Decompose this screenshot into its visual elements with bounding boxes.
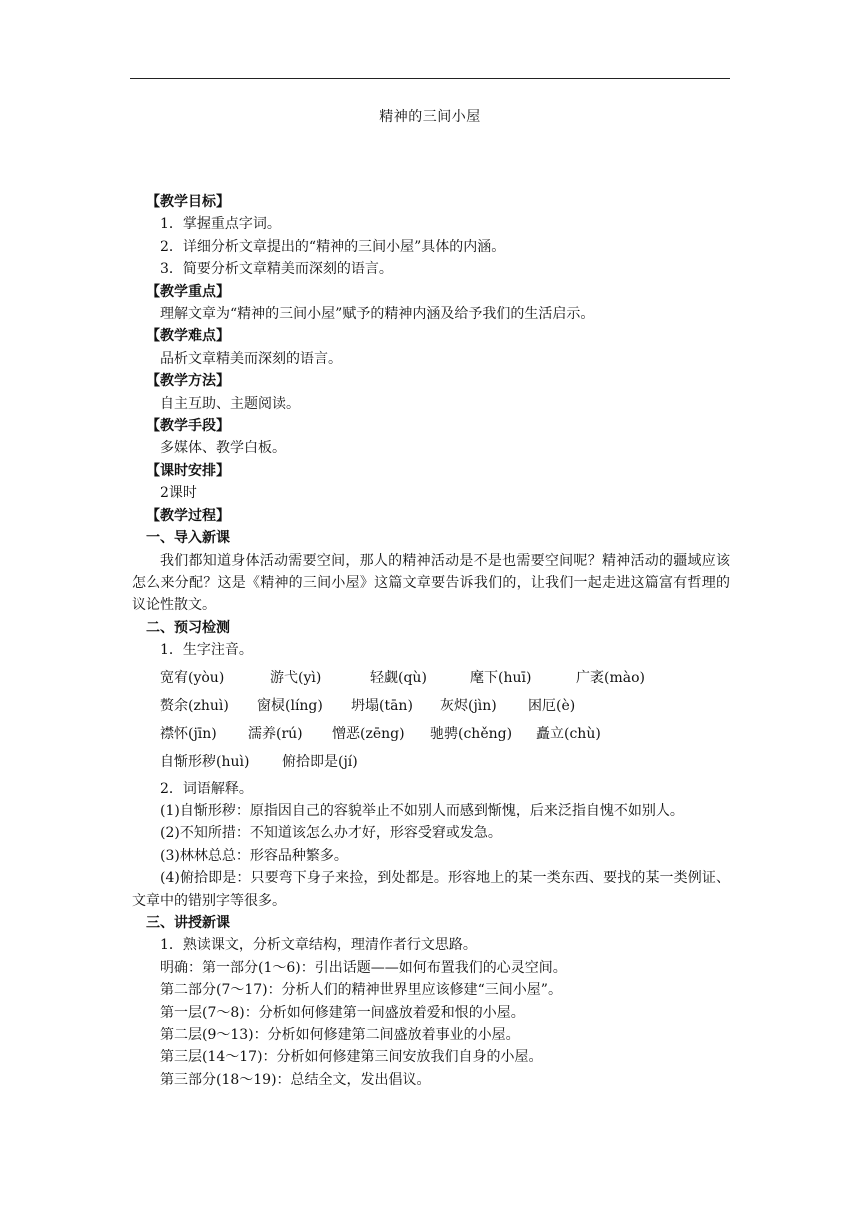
method-heading: 【教学方法】	[146, 373, 230, 390]
goal-item: 1．掌握重点字词。	[160, 216, 281, 233]
pinyin-row	[160, 692, 730, 720]
pinyin-entry: 襟怀(jīn)	[160, 725, 217, 742]
key-heading: 【教学重点】	[146, 283, 230, 300]
pinyin-entry: 濡养(rú)	[248, 725, 303, 742]
means-heading: 【教学手段】	[146, 418, 230, 435]
pinyin-row	[160, 664, 730, 692]
pinyin-entry: 困厄(è)	[528, 697, 576, 714]
structure-subheading: 1．熟读课文，分析文章结构，理清作者行文思路。	[160, 937, 477, 954]
pinyin-entry: 轻觑(qù)	[370, 669, 427, 686]
difficulty-heading: 【教学难点】	[146, 328, 230, 345]
key-text: 理解文章为“精神的三间小屋”赋予的精神内涵及给予我们的生活启示。	[160, 306, 595, 323]
pinyin-entry: 游弋(yì)	[270, 669, 322, 686]
pinyin-entry: 俯拾即是(jí)	[282, 753, 358, 770]
pinyin-entry: 窗棂(líng)	[257, 697, 323, 714]
definition-item: (2)不知所措：不知道该怎么办才好，形容受窘或发急。	[160, 825, 502, 842]
definition-item: (4)俯拾即是：只要弯下身子来捡，到处都是。形容地上的某一类东西、要找的某一类例证、文章中的错别字等很多。	[132, 870, 730, 909]
definition-subheading: 2．词语解释。	[160, 780, 253, 797]
means-text: 多媒体、教学白板。	[160, 440, 286, 457]
schedule-heading: 【课时安排】	[146, 462, 230, 479]
pinyin-entry: 麾下(huī)	[470, 669, 532, 686]
pinyin-entry: 憎恶(zēng)	[332, 725, 405, 742]
structure-item: 第二层(9～13)：分析如何修建第二间盛放着事业的小屋。	[160, 1027, 520, 1043]
process-heading: 【教学过程】	[146, 507, 230, 524]
schedule-text: 2课时	[160, 485, 197, 502]
goals-heading: 【教学目标】	[146, 194, 230, 210]
pinyin-row	[160, 720, 730, 748]
pinyin-subheading: 1．生字注音。	[160, 642, 253, 659]
structure-item: 第一层(7～8)：分析如何修建第一间盛放着爱和恨的小屋。	[160, 1004, 525, 1021]
pinyin-entry: 灰烬(jìn)	[440, 697, 497, 714]
pinyin-entry: 驰骋(chěng)	[430, 725, 513, 742]
pinyin-entry: 广袤(mào)	[576, 669, 645, 686]
pinyin-entry: 宽宥(yòu)	[160, 669, 225, 686]
difficulty-text: 品析文章精美而深刻的语言。	[160, 350, 342, 367]
structure-item: 明确：第一部分(1～6)：引出话题——如何布置我们的心灵空间。	[160, 959, 567, 976]
section-preview-heading: 二、预习检测	[146, 619, 230, 636]
definition-item: (3)林林总总：形容品种繁多。	[160, 847, 348, 864]
document-body	[132, 191, 730, 1091]
goal-item: 2．详细分析文章提出的“精神的三间小屋”具体的内涵。	[160, 238, 506, 255]
structure-item: 第三部分(18～19)：总结全文，发出倡议。	[160, 1071, 431, 1088]
pinyin-entry: 自惭形秽(huì)	[160, 753, 250, 770]
pinyin-entry: 矗立(chù)	[536, 725, 601, 742]
structure-item: 第三层(14～17)：分析如何修建第三间安放我们自身的小屋。	[160, 1049, 543, 1066]
section-intro-heading: 一、导入新课	[146, 530, 230, 547]
section-intro-text: 我们都知道身体活动需要空间，那人的精神活动是不是也需要空间呢？精神活动的疆域应该怎么来分配？这是《精神的三间小屋》这篇文章要告诉我们的，让我们一起走进这篇富有哲理的议论性散文。	[132, 552, 730, 614]
pinyin-entry: 赘余(zhuì)	[160, 697, 229, 714]
page-title: 精神的三间小屋	[379, 109, 481, 125]
definition-item: (1)自惭形秽：原指因自己的容貌举止不如别人而感到惭愧，后来泛指自愧不如别人。	[160, 802, 684, 819]
method-text: 自主互助、主题阅读。	[160, 395, 300, 412]
pinyin-entry: 坍塌(tān)	[351, 697, 413, 714]
structure-item: 第二部分(7～17)：分析人们的精神世界里应该修建“三间小屋”。	[160, 982, 562, 999]
header-rule	[130, 78, 730, 79]
pinyin-row	[160, 748, 730, 776]
section-teaching-heading: 三、讲授新课	[146, 914, 230, 931]
goal-item: 3．简要分析文章精美而深刻的语言。	[160, 261, 393, 278]
